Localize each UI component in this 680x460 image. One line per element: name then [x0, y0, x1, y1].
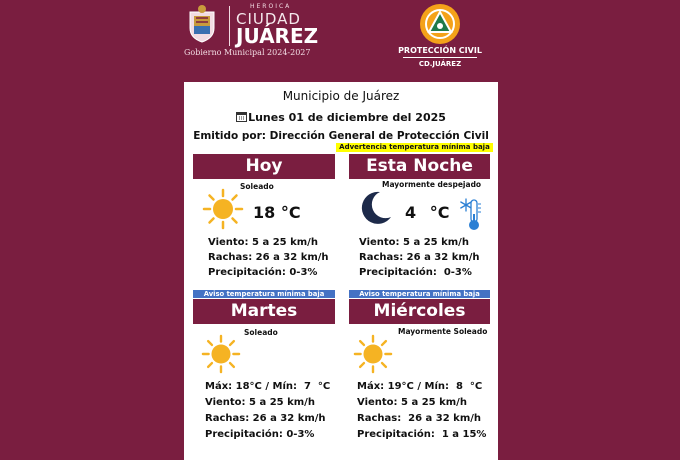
calendar-icon	[236, 111, 247, 122]
hoy-banner: Hoy	[193, 154, 335, 179]
gobierno-text: Gobierno Municipal 2024-2027	[184, 48, 311, 57]
hoy-temp-value: 18	[253, 203, 276, 222]
coat-of-arms-icon	[186, 4, 218, 44]
noche-viento: Viento: 5 a 25 km/h	[359, 237, 469, 248]
noche-precip: Precipitación: 0-3%	[359, 267, 472, 278]
header-divider	[229, 6, 230, 46]
martes-precip: Precipitación: 0-3%	[205, 429, 315, 440]
miercoles-precip: Precipitación: 1 a 15%	[357, 429, 487, 440]
advertencia-badge: Advertencia temperatura mínima baja	[336, 143, 493, 152]
miercoles-banner: Miércoles	[349, 299, 490, 324]
noche-temp	[405, 203, 449, 222]
miercoles-maxmin: Máx: 19°C / Mín: 8 °C	[357, 381, 483, 392]
emitido-text: Emitido por: Dirección General de Protección Civil	[193, 130, 489, 142]
proteccion-civil-city: CD.JUÁREZ	[418, 60, 462, 68]
ciudad-text: CIUDAD	[236, 10, 301, 28]
date-text: Lunes 01 de diciembre del 2025	[248, 111, 446, 124]
noche-banner: Esta Noche	[349, 154, 490, 179]
hoy-viento: Viento: 5 a 25 km/h	[208, 237, 318, 248]
miercoles-rachas: Rachas: 26 a 32 km/h	[357, 413, 482, 424]
noche-temp-value: 4	[405, 203, 417, 222]
sun-icon	[202, 188, 244, 234]
sun-icon	[353, 334, 393, 378]
proteccion-civil-logo	[418, 2, 462, 46]
forecast-date	[184, 111, 498, 124]
miercoles-condition: Mayormente Soleado	[398, 327, 488, 336]
martes-banner: Martes	[193, 299, 335, 324]
hoy-rachas: Rachas: 26 a 32 km/h	[208, 252, 329, 263]
noche-temp-unit: °C	[429, 203, 450, 222]
martes-viento: Viento: 5 a 25 km/h	[205, 397, 315, 408]
hoy-precip: Precipitación: 0-3%	[208, 267, 318, 278]
thermometer-icon	[466, 198, 482, 236]
municipio-title: Municipio de Juárez	[282, 89, 400, 103]
noche-rachas: Rachas: 26 a 32 km/h	[359, 252, 480, 263]
martes-rachas: Rachas: 26 a 32 km/h	[205, 413, 326, 424]
miercoles-viento: Viento: 5 a 25 km/h	[357, 397, 467, 408]
sun-icon	[201, 334, 241, 378]
moon-icon	[356, 189, 394, 231]
juarez-text: JUÁREZ	[236, 24, 319, 48]
heroica-text: HEROICA	[250, 3, 292, 10]
hoy-aviso-badge: Aviso temperatura mínima baja	[193, 290, 335, 298]
pc-divider	[403, 57, 477, 58]
noche-condition: Mayormente despejado	[382, 180, 482, 189]
hoy-condition: Soleado	[240, 182, 274, 191]
hoy-temp-unit: °C	[280, 203, 301, 222]
hoy-temp	[253, 203, 301, 222]
proteccion-civil-title: PROTECCIÓN CIVIL	[398, 46, 482, 55]
martes-maxmin: Máx: 18°C / Mín: 7 °C	[205, 381, 331, 392]
noche-aviso-badge: Aviso temperatura mínima baja	[349, 290, 490, 298]
martes-condition: Soleado	[244, 328, 278, 337]
